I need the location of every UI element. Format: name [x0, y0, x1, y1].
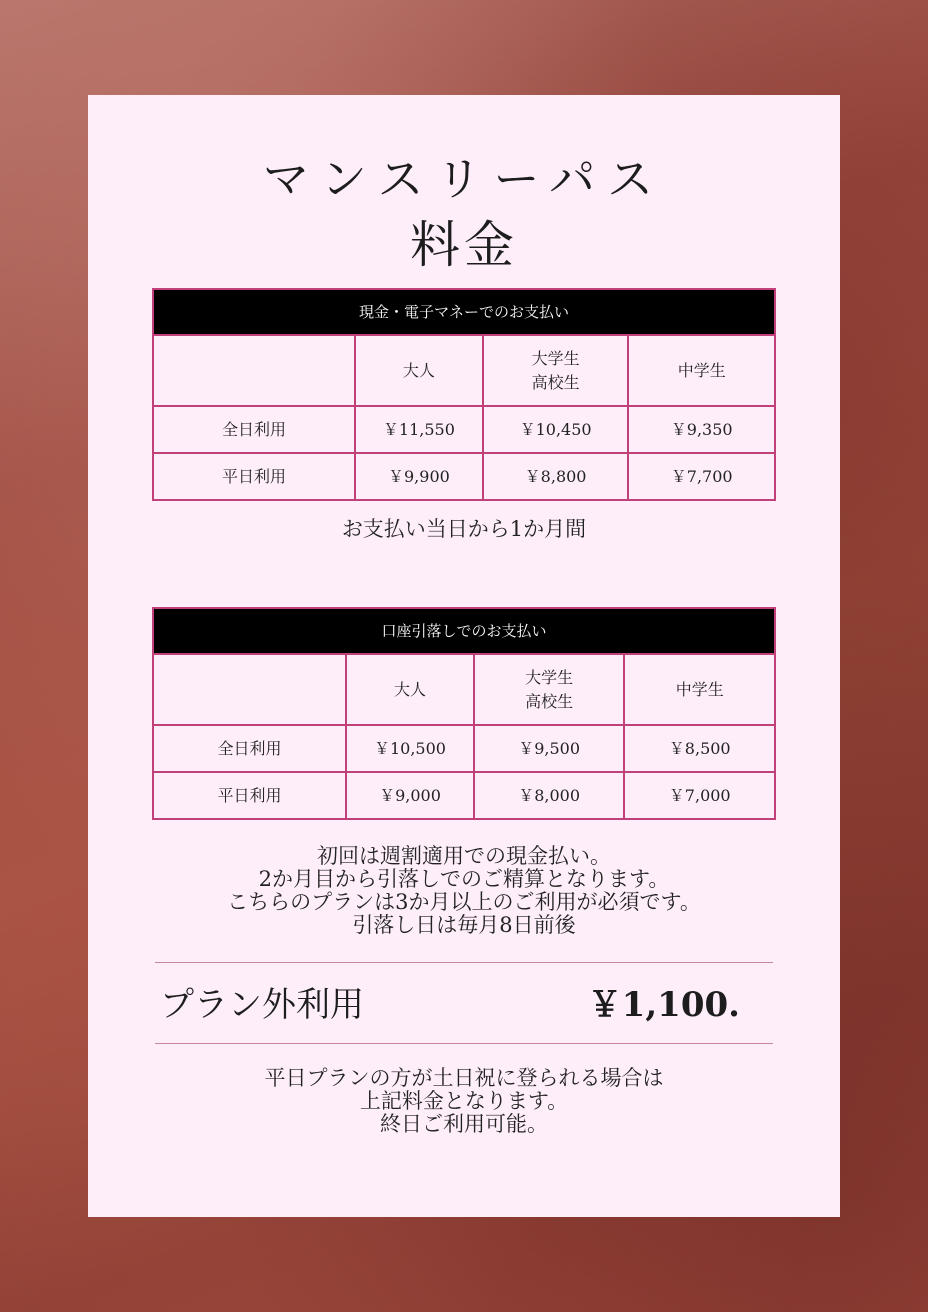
debit-note-line: こちらのプランは3か月以上のご利用が必須です。: [227, 890, 701, 914]
cash-table-header: 現金・電子マネーでのお支払い: [153, 289, 775, 335]
footer-notes: [88, 1067, 840, 1136]
price-cell: ￥9,000: [346, 772, 474, 819]
price-cell: ￥8,800: [483, 453, 629, 500]
debit-note-line: 引落し日は毎月8日前後: [352, 913, 576, 937]
footer-note-line: 平日プランの方が土日祝に登られる場合は: [264, 1066, 664, 1090]
price-cell: ￥7,700: [628, 453, 775, 500]
debit-note-line: 初回は週割適用での現金払い。: [317, 844, 611, 868]
extra-usage-price: ￥1,100.: [587, 985, 740, 1025]
page-title: マンスリーパス: [262, 152, 666, 206]
table-row: [153, 453, 775, 500]
table-column-row: [153, 654, 775, 725]
table-header-row: [153, 289, 775, 335]
price-card: [88, 95, 840, 1217]
column-header-junior: 中学生: [628, 335, 775, 406]
divider-top: [155, 962, 773, 963]
table-header-row: [153, 608, 775, 654]
price-cell: ￥7,000: [624, 772, 775, 819]
row-label: 全日利用: [153, 406, 355, 453]
column-header-adult: 大人: [346, 654, 474, 725]
table-row: [153, 725, 775, 772]
row-label: 平日利用: [153, 453, 355, 500]
price-cell: ￥8,000: [474, 772, 625, 819]
price-cell: ￥10,500: [346, 725, 474, 772]
cash-price-table: [152, 288, 776, 501]
cash-table-note: お支払い当日から1か月間: [341, 517, 587, 541]
debit-price-table: [152, 607, 776, 820]
divider-bottom: [155, 1043, 773, 1044]
column-header-empty: [153, 335, 355, 406]
column-header-adult: 大人: [355, 335, 483, 406]
column-header-student: 大学生 高校生: [474, 654, 625, 725]
price-cell: ￥8,500: [624, 725, 775, 772]
price-cell: ￥10,450: [483, 406, 629, 453]
column-header-junior: 中学生: [624, 654, 775, 725]
debit-table-header: 口座引落しでのお支払い: [153, 608, 775, 654]
row-label: 平日利用: [153, 772, 346, 819]
debit-notes: [88, 845, 840, 937]
price-cell: ￥11,550: [355, 406, 483, 453]
footer-note-line: 終日ご利用可能。: [380, 1112, 548, 1136]
debit-note-line: 2か月目から引落しでのご精算となります。: [258, 867, 670, 891]
price-cell: ￥9,900: [355, 453, 483, 500]
price-cell: ￥9,350: [628, 406, 775, 453]
footer-note-line: 上記料金となります。: [359, 1089, 569, 1113]
table-row: [153, 406, 775, 453]
table-column-row: [153, 335, 775, 406]
row-label: 全日利用: [153, 725, 346, 772]
table-row: [153, 772, 775, 819]
page-subtitle: 料金: [410, 216, 518, 274]
price-cell: ￥9,500: [474, 725, 625, 772]
column-header-empty: [153, 654, 346, 725]
extra-usage-label: プラン外利用: [160, 985, 364, 1025]
column-header-student: 大学生 高校生: [483, 335, 629, 406]
